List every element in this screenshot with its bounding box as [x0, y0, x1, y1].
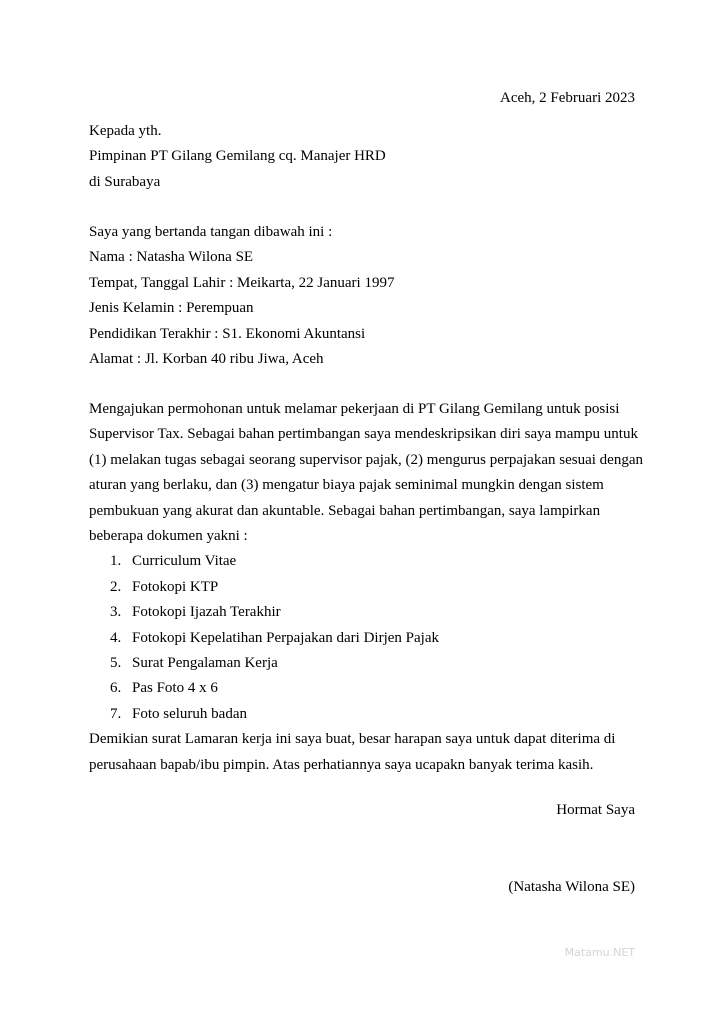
body-line: Supervisor Tax. Sebagai bahan pertimbangan saya mendeskripsikan diri saya mampu untuk	[89, 426, 638, 443]
addressee-line: di Surabaya	[89, 173, 161, 190]
list-item	[89, 651, 637, 676]
list-number: 7.	[110, 705, 122, 722]
identity-name: Nama : Natasha Wilona SE	[89, 249, 254, 266]
list-text: Fotokopi Kepelatihan Perpajakan dari Dirjen Pajak	[132, 629, 439, 646]
list-text: Fotokopi Ijazah Terakhir	[132, 604, 281, 621]
watermark: Matamu.NET	[564, 946, 635, 959]
identity-gender: Jenis Kelamin : Perempuan	[89, 300, 254, 317]
list-number: 3.	[110, 604, 122, 621]
list-text: Pas Foto 4 x 6	[132, 680, 218, 697]
body-line: (1) melakan tugas sebagai seorang supervisor pajak, (2) mengurus perpajakan sesuai dengan	[89, 451, 643, 468]
list-item	[89, 600, 637, 625]
signature-name: (Natasha Wilona SE)	[508, 879, 635, 895]
body-line: aturan yang berlaku, dan (3) mengatur biaya pajak seminimal mungkin dengan sistem	[89, 477, 604, 494]
document-list	[89, 549, 637, 727]
letter-date: Aceh, 2 Februari 2023	[500, 90, 635, 106]
list-number: 6.	[110, 680, 122, 697]
list-text: Foto seluruh badan	[132, 705, 247, 722]
list-item	[89, 549, 637, 574]
list-number: 1.	[110, 553, 122, 570]
identity-block	[89, 220, 637, 372]
list-number: 5.	[110, 655, 122, 672]
list-item	[89, 676, 637, 701]
signoff: Hormat Saya	[556, 802, 635, 818]
list-item	[89, 575, 637, 600]
addressee-line: Pimpinan PT Gilang Gemilang cq. Manajer HRD	[89, 148, 386, 165]
list-item	[89, 702, 637, 727]
identity-education: Pendidikan Terakhir : S1. Ekonomi Akuntansi	[89, 325, 366, 342]
intro-line: Saya yang bertanda tangan dibawah ini :	[89, 224, 333, 240]
list-text: Curriculum Vitae	[132, 553, 237, 570]
addressee-block	[89, 119, 637, 195]
list-item	[89, 626, 637, 651]
body-line: pembukuan yang akurat dan akuntable. Sebagai bahan pertimbangan, saya lampirkan	[89, 502, 601, 519]
closing-line: perusahaan bapab/ibu pimpin. Atas perhatiannya saya ucapakn banyak terima kasih.	[89, 756, 594, 773]
addressee-line: Kepada yth.	[89, 123, 162, 139]
list-number: 2.	[110, 578, 122, 595]
list-text: Surat Pengalaman Kerja	[132, 655, 278, 672]
letter-body	[89, 397, 643, 778]
body-line: Mengajukan permohonan untuk melamar pekerjaan di PT Gilang Gemilang untuk posisi	[89, 401, 620, 417]
closing-line: Demikian surat Lamaran kerja ini saya buat, besar harapan saya untuk dapat diterima di	[89, 731, 616, 748]
list-number: 4.	[110, 629, 122, 646]
list-text: Fotokopi KTP	[132, 578, 219, 595]
body-line: beberapa dokumen yakni :	[89, 528, 248, 545]
identity-address: Alamat : Jl. Korban 40 ribu Jiwa, Aceh	[89, 351, 324, 368]
identity-birth: Tempat, Tanggal Lahir : Meikarta, 22 Januari 1997	[89, 274, 395, 291]
